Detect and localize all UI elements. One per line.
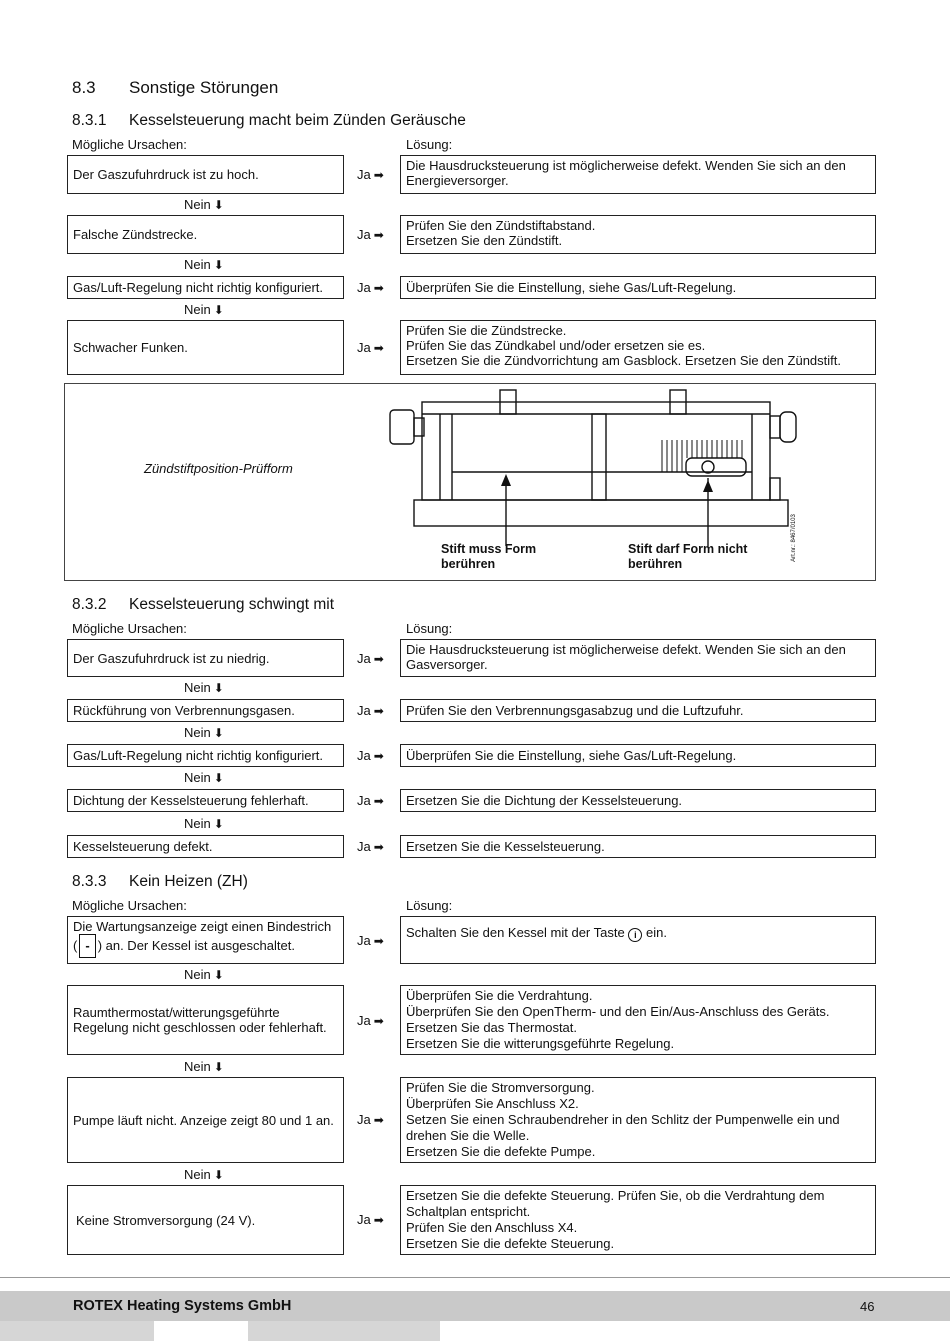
footer-strip (154, 1321, 248, 1341)
solution-text: Prüfen Sie den Verbrennungsgasabzug und die Luftzufuhr. (406, 703, 744, 718)
cause-text: Der Gaszufuhrdruck ist zu hoch. (73, 167, 259, 182)
ja-arrow: Ja ➡ (357, 1112, 384, 1127)
solution-box (400, 744, 876, 767)
cause-text: Raumthermostat/witterungsgeführte Regelung nicht geschlossen oder fehlerhaft. (73, 1005, 327, 1035)
cause-box (67, 639, 344, 677)
causes-label: Mögliche Ursachen: (72, 898, 187, 913)
subsection-title: Kesselsteuerung macht beim Zünden Geräusche (129, 112, 466, 129)
cause-box (67, 985, 344, 1055)
causes-label: Mögliche Ursachen: (72, 137, 187, 152)
arrow-right-icon: ➡ (373, 840, 384, 854)
dash-key: - (79, 934, 95, 958)
arrow-down-icon: ⬇ (213, 681, 224, 695)
arrow-down-icon: ⬇ (213, 1168, 224, 1182)
solution-text: Überprüfen Sie die Verdrahtung. Überprüfen Sie den OpenTherm- und den Ein/Aus-Anschluss des Geräts. Ersetzen Sie das Thermostat. Ersetzen Sie die witterungsgeführte Regelung. (406, 988, 830, 1051)
arrow-down-icon: ⬇ (213, 726, 224, 740)
solution-box (400, 1185, 876, 1255)
ja-arrow: Ja ➡ (357, 227, 384, 242)
solution-text: Prüfen Sie die Stromversorgung. Überprüfen Sie Anschluss X2. Setzen Sie einen Schraubendreher in den Schlitz der Pumpenwelle ein und drehen Sie die Welle. Ersetzen Sie die defekte Pumpe. (406, 1080, 840, 1159)
cause-text: Rückführung von Verbrennungsgasen. (73, 703, 295, 718)
ja-arrow: Ja ➡ (357, 1013, 384, 1028)
solution-text: Überprüfen Sie die Einstellung, siehe Gas/Luft-Regelung. (406, 748, 737, 763)
cause-text: Gas/Luft-Regelung nicht richtig konfiguriert. (73, 280, 324, 295)
arrow-right-icon: ➡ (373, 652, 384, 666)
arrow-right-icon: ➡ (373, 1014, 384, 1028)
arrow-down-icon: ⬇ (213, 303, 224, 317)
solution-box (400, 835, 876, 858)
arrow-right-icon: ➡ (373, 1213, 384, 1227)
solution-label: Lösung: (406, 898, 453, 913)
subsection-title: Kesselsteuerung schwingt mit (129, 596, 335, 613)
cause-box (67, 789, 344, 812)
cause-box (67, 1077, 344, 1163)
nein-arrow: Nein ⬇ (184, 725, 224, 740)
solution-box (400, 916, 876, 964)
arrow-down-icon: ⬇ (213, 1060, 224, 1074)
cause-text: Dichtung der Kesselsteuerung fehlerhaft. (73, 793, 309, 808)
cause-box (67, 155, 344, 194)
solution-text: Ersetzen Sie die defekte Steuerung. Prüfen Sie, ob die Verdrahtung dem Schaltplan entspricht. Prüfen Sie den Anschluss X4. Ersetzen Sie die defekte Steuerung. (406, 1188, 825, 1251)
solution-text: Die Hausdrucksteuerung ist möglicherweise defekt. Wenden Sie sich an den Energieversorger. (406, 158, 846, 188)
footer-strip (248, 1321, 440, 1341)
cause-text: Pumpe läuft nicht. Anzeige zeigt 80 und 1 an. (73, 1112, 334, 1128)
subsection-number: 8.3.1 (72, 112, 107, 129)
cause-box (67, 699, 344, 722)
cause-text: Der Gaszufuhrdruck ist zu niedrig. (73, 650, 270, 666)
solution-text: Prüfen Sie den Zündstiftabstand. Ersetzen Sie den Zündstift. (406, 218, 596, 248)
ja-arrow: Ja ➡ (357, 651, 384, 666)
ja-arrow: Ja ➡ (357, 340, 384, 355)
solution-text: Schalten Sie den Kessel mit der Taste i ein. (406, 925, 667, 940)
arrow-right-icon: ➡ (373, 168, 384, 182)
solution-text: Überprüfen Sie die Einstellung, siehe Gas/Luft-Regelung. (406, 280, 737, 295)
cause-box (67, 1185, 344, 1255)
nein-arrow: Nein ⬇ (184, 257, 224, 272)
arrow-down-icon: ⬇ (213, 817, 224, 831)
solution-box (400, 155, 876, 194)
figure-caption: Zündstiftposition-Prüfform (144, 461, 293, 476)
article-number: Art.nr.: 8467/0103 (790, 514, 797, 562)
nein-arrow: Nein ⬇ (184, 680, 224, 695)
cause-box (67, 916, 344, 964)
subsection-title: Kein Heizen (ZH) (129, 873, 248, 890)
footer-rule (0, 1277, 950, 1278)
ja-arrow: Ja ➡ (357, 793, 384, 808)
cause-text: Schwacher Funken. (73, 340, 188, 355)
power-button-icon: i (628, 928, 642, 942)
cause-box (67, 215, 344, 254)
ja-arrow: Ja ➡ (357, 1212, 384, 1227)
solution-box (400, 276, 876, 299)
nein-arrow: Nein ⬇ (184, 816, 224, 831)
cause-box (67, 276, 344, 299)
cause-text: Die Wartungsanzeige zeigt einen Bindestrich ( - ) an. Der Kessel ist ausgeschaltet. (73, 919, 331, 958)
cause-text: Falsche Zündstrecke. (73, 227, 198, 242)
solution-text: Prüfen Sie die Zündstrecke. Prüfen Sie das Zündkabel und/oder ersetzen sie es. Ersetzen Sie die Zündvorrichtung am Gasblock. Ersetzen Sie den Zündstift. (406, 323, 841, 368)
arrow-down-icon: ⬇ (213, 198, 224, 212)
arrow-right-icon: ➡ (373, 704, 384, 718)
arrow-down-icon: ⬇ (213, 258, 224, 272)
cause-box (67, 320, 344, 375)
cause-box (67, 835, 344, 858)
footer-company: ROTEX Heating Systems GmbH (73, 1298, 292, 1314)
section-number: 8.3 (72, 78, 96, 97)
cause-text: Gas/Luft-Regelung nicht richtig konfiguriert. (73, 748, 324, 763)
figure-label-right: Stift darf Form nicht berühren (628, 542, 748, 571)
subsection-number: 8.3.3 (72, 873, 107, 890)
solution-label: Lösung: (406, 137, 453, 152)
nein-arrow: Nein ⬇ (184, 302, 224, 317)
cause-text: Kesselsteuerung defekt. (73, 839, 213, 854)
solution-box (400, 639, 876, 677)
arrow-down-icon: ⬇ (213, 771, 224, 785)
section-title: Sonstige Störungen (129, 78, 279, 97)
ja-arrow: Ja ➡ (357, 703, 384, 718)
footer-strip (0, 1321, 154, 1341)
nein-arrow: Nein ⬇ (184, 770, 224, 785)
nein-arrow: Nein ⬇ (184, 1059, 224, 1074)
solution-box (400, 789, 876, 812)
cause-box (67, 744, 344, 767)
ja-arrow: Ja ➡ (357, 933, 384, 948)
solution-box (400, 215, 876, 254)
page-number: 46 (860, 1299, 875, 1314)
arrow-right-icon: ➡ (373, 749, 384, 763)
arrow-right-icon: ➡ (373, 281, 384, 295)
arrow-right-icon: ➡ (373, 794, 384, 808)
nein-arrow: Nein ⬇ (184, 967, 224, 982)
solution-text: Ersetzen Sie die Dichtung der Kesselsteuerung. (406, 793, 683, 808)
nein-arrow: Nein ⬇ (184, 1167, 224, 1182)
cause-text: Keine Stromversorgung (24 V). (76, 1212, 256, 1228)
ja-arrow: Ja ➡ (357, 167, 384, 182)
arrow-right-icon: ➡ (373, 228, 384, 242)
arrow-down-icon: ⬇ (213, 968, 224, 982)
ja-arrow: Ja ➡ (357, 748, 384, 763)
solution-label: Lösung: (406, 621, 453, 636)
nein-arrow: Nein ⬇ (184, 197, 224, 212)
solution-box (400, 1077, 876, 1163)
ja-arrow: Ja ➡ (357, 280, 384, 295)
solution-box (400, 985, 876, 1055)
causes-label: Mögliche Ursachen: (72, 621, 187, 636)
solution-box (400, 699, 876, 722)
ja-arrow: Ja ➡ (357, 839, 384, 854)
solution-box (400, 320, 876, 375)
subsection-number: 8.3.2 (72, 596, 107, 613)
figure-label-left: Stift muss Form berühren (441, 542, 537, 571)
arrow-right-icon: ➡ (373, 934, 384, 948)
solution-text: Die Hausdrucksteuerung ist möglicherweise defekt. Wenden Sie sich an den Gasversorger. (406, 642, 846, 672)
arrow-right-icon: ➡ (373, 1113, 384, 1127)
arrow-right-icon: ➡ (373, 341, 384, 355)
solution-text: Ersetzen Sie die Kesselsteuerung. (406, 839, 605, 854)
